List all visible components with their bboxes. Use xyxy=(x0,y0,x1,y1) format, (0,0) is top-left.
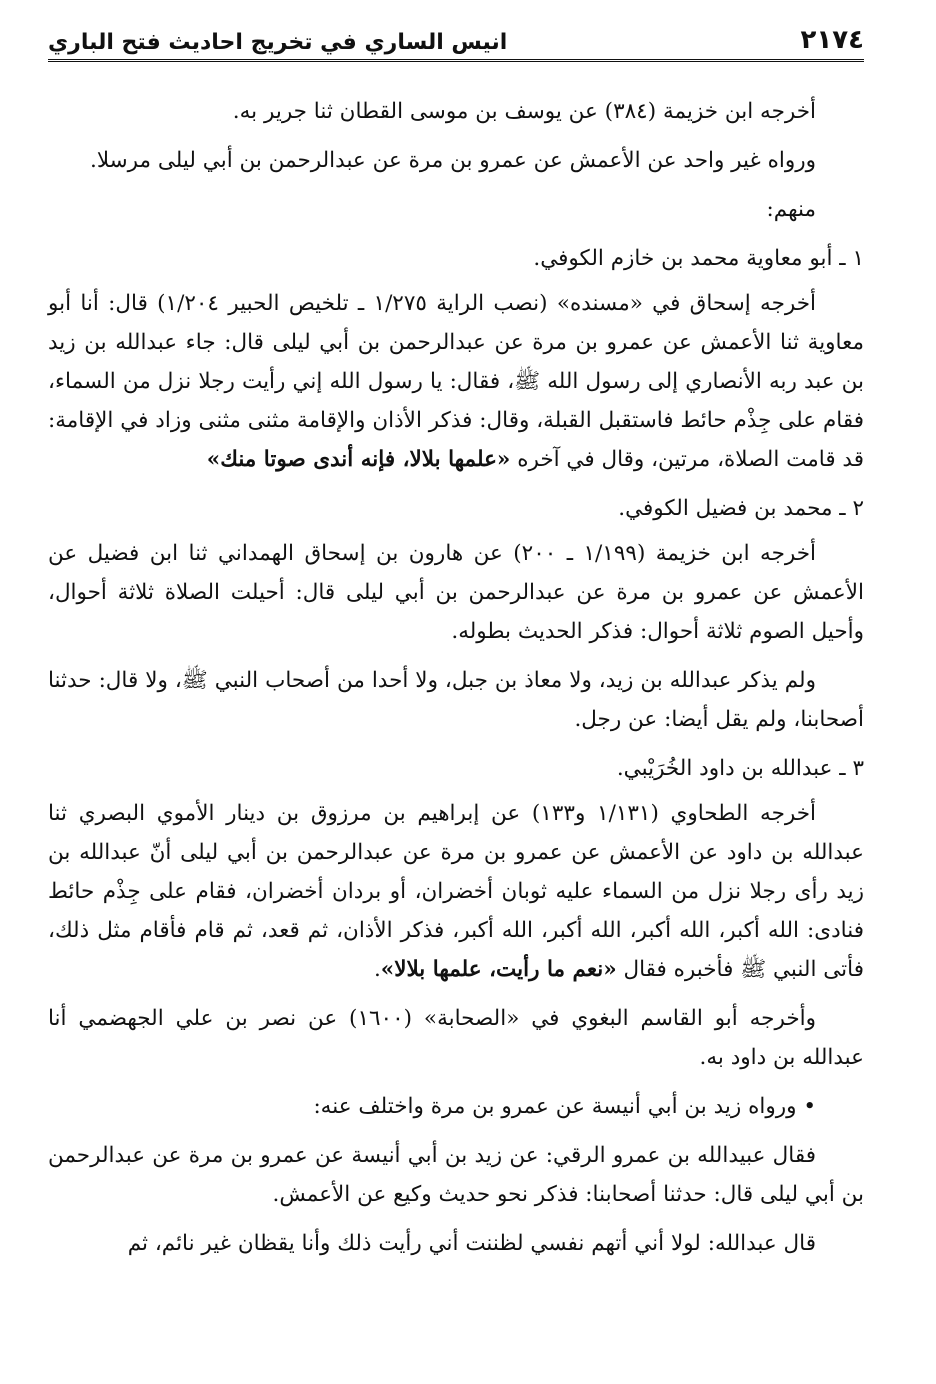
list-item: ٢ ـ محمد بن فضيل الكوفي. xyxy=(618,496,864,521)
hadith-quote: «نعم ما رأيت، علمها بلالا» xyxy=(380,957,617,982)
paragraph: أخرجه ابن خزيمة (٣٨٤) عن يوسف بن موسى القطان ثنا جرير به. xyxy=(232,99,816,124)
paragraph: قال عبدالله: لولا أني أتهم نفسي لظننت أني رأيت ذلك وأنا يقظان غير نائم، ثم xyxy=(127,1231,816,1256)
hadith-quote: «علمها بلالا، فإنه أندى صوتا منك» xyxy=(206,447,511,472)
paragraph-text: أخرجه الطحاوي (١/١٣١ و١٣٣) عن إبراهيم بن مرزوق بن دينار الأموي البصري ثنا عبدالله بن داود عن الأعمش عن عمرو بن مرة عن عبدالرحمن بن أبي ليلى أنّ عبدالله بن زيد رأى رجلا نزل من السماء عليه ثوبان أخضران، أو بردان أخضران، فقام على جِذْم حائط فنادى: الله أكبر، الله أكبر، الله أكبر، الله أكبر، فذكر الأذان، ثم قعد، ثم قام فأقام مثل ذلك، فأتى النبي ﷺ فأخبره فقال xyxy=(48,801,864,982)
book-title: انيس الساري في تخريج احاديث فتح الباري xyxy=(48,30,508,55)
paragraph: منهم: xyxy=(766,197,816,222)
page-body xyxy=(48,92,864,1273)
page-number: ٢١٧٤ xyxy=(800,25,864,55)
list-item: ٣ ـ عبدالله بن داود الخُرَيْبي. xyxy=(616,756,864,781)
paragraph: ورواه غير واحد عن الأعمش عن عمرو بن مرة عن عبدالرحمن بن أبي ليلى مرسلا. xyxy=(89,148,816,173)
paragraph: وأخرجه أبو القاسم البغوي في «الصحابة» (١٦٠٠) عن نصر بن علي الجهضمي أنا عبدالله بن داود به. xyxy=(48,1006,864,1070)
paragraph xyxy=(48,794,864,989)
paragraph xyxy=(48,284,864,479)
page-header xyxy=(48,22,864,62)
list-item: ١ ـ أبو معاوية محمد بن خازم الكوفي. xyxy=(533,246,864,271)
bullet-item: • ورواه زيد بن أبي أنيسة عن عمرو بن مرة واختلف عنه: xyxy=(313,1094,816,1119)
paragraph-text: أخرجه إسحاق في «مسنده» (نصب الراية ١/٢٧٥ ـ تلخيص الحبير ١/٢٠٤) قال: أنا أبو معاوية ثنا الأعمش عن عمرو بن مرة عن عبدالرحمن بن أبي ليلى قال: جاء عبدالله بن زيد بن عبد ربه الأنصاري إلى رسول الله ﷺ، فقال: يا رسول الله إني رأيت رجلا نزل من السماء، فقام على جِذْم حائط فاستقبل القبلة، وقال: فذكر الأذان والإقامة مثنى مثنى وزاد في الإقامة: قد قامت الصلاة، مرتين، وقال في آخره xyxy=(48,291,864,472)
paragraph-end: . xyxy=(373,957,381,982)
paragraph: فقال عبيدالله بن عمرو الرقي: عن زيد بن أبي أنيسة عن عمرو بن مرة عن عبدالرحمن بن أبي ليلى قال: حدثنا أصحابنا: فذكر نحو حديث وكيع عن الأعمش. xyxy=(48,1143,864,1207)
paragraph: ولم يذكر عبدالله بن زيد، ولا معاذ بن جبل، ولا أحدا من أصحاب النبي ﷺ، ولا قال: حدثنا أصحابنا، ولم يقل أيضا: عن رجل. xyxy=(48,668,864,732)
paragraph: أخرجه ابن خزيمة (١/١٩٩ ـ ٢٠٠) عن هارون بن إسحاق الهمداني ثنا ابن فضيل عن الأعمش عن عمرو بن مرة عن عبدالرحمن بن أبي ليلى قال: أحيلت الصلاة ثلاثة أحوال، وأحيل الصوم ثلاثة أحوال: فذكر الحديث بطوله. xyxy=(48,541,864,644)
